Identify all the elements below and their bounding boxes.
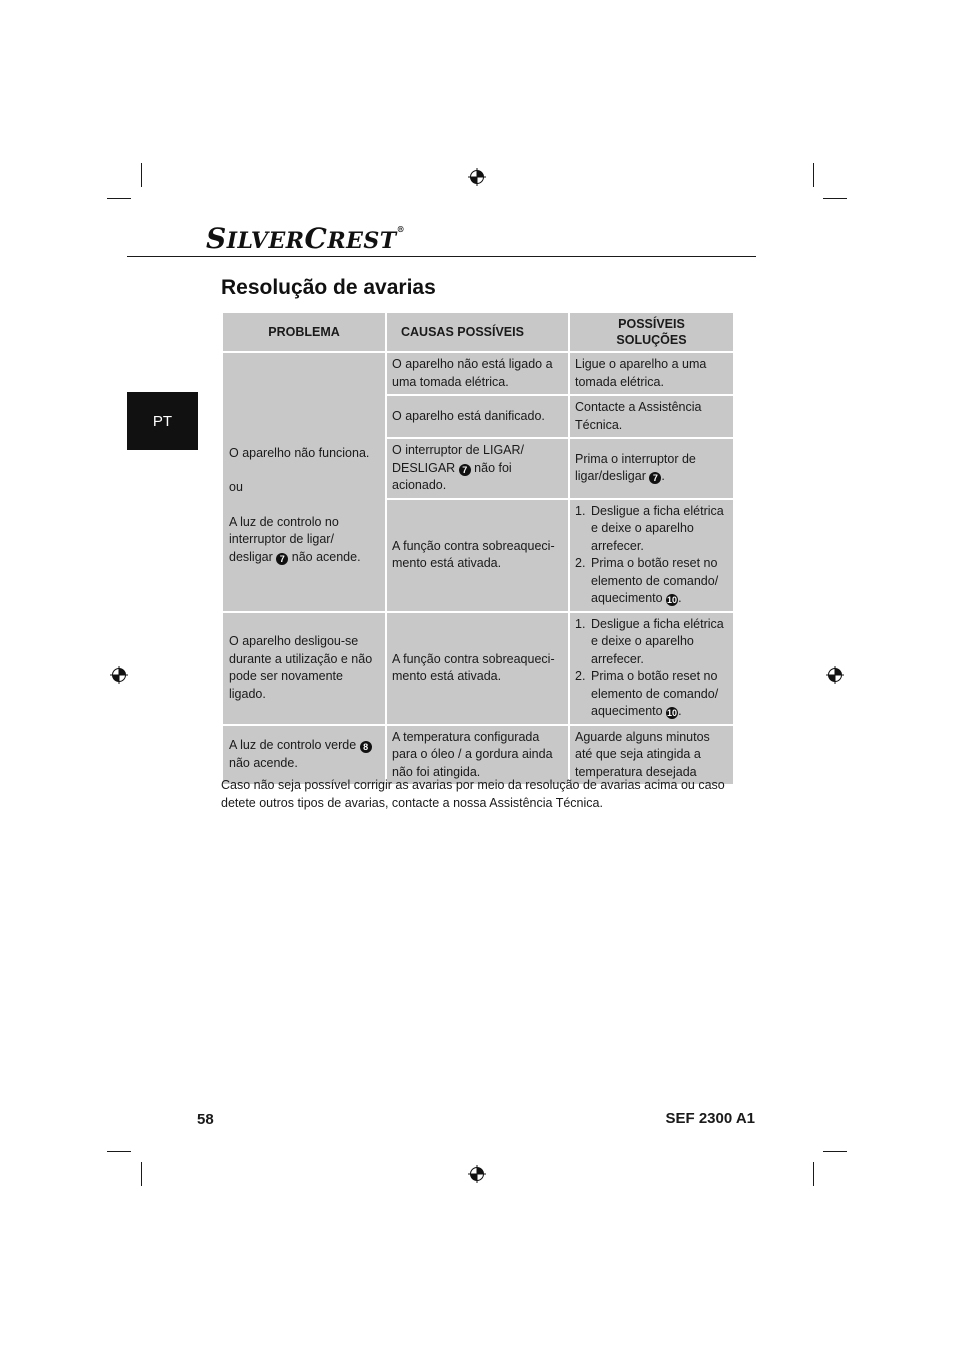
problem-text-part: não acende. <box>288 549 361 564</box>
problem-text-part: A luz de controlo verde <box>229 738 357 753</box>
table-row <box>222 612 734 725</box>
crop-mark <box>813 1162 814 1186</box>
problem-cell: O aparelho desligou-se durante a utilização e não pode ser novamente ligado. <box>222 612 386 725</box>
step-text: . <box>678 591 682 605</box>
cause-cell: A função contra sobreaqueci-mento está ativada. <box>386 612 569 725</box>
step-number: 2. <box>575 556 586 570</box>
solution-step <box>575 668 728 721</box>
logo-text: REST <box>327 228 397 254</box>
cause-cell: O aparelho está danificado. <box>386 395 569 438</box>
registration-mark-icon <box>826 666 844 684</box>
logo-initial: S <box>206 222 227 255</box>
circled-number-icon: 7 <box>459 464 471 476</box>
brand-logo <box>206 222 405 255</box>
solution-cell: Ligue o aparelho a uma tomada elétrica. <box>569 352 734 395</box>
circled-number-icon: 7 <box>276 553 288 565</box>
table-row <box>222 352 734 395</box>
solution-text-part: Prima o interruptor de ligar/desligar <box>575 451 696 484</box>
cause-text-part: O interruptor de LIGAR/ DESLIGAR <box>392 443 525 475</box>
crop-mark <box>823 198 847 199</box>
solution-cell: Aguarde alguns minutos até que seja atingida a temperatura desejada <box>569 725 734 786</box>
step-number: 1. <box>575 503 586 518</box>
cause-cell: A temperatura configurada para o óleo / a gordura ainda não foi atingida. <box>386 725 569 786</box>
cause-cell: O aparelho não está ligado a uma tomada elétrica. <box>386 352 569 395</box>
step-text: Desligue a ficha elétrica e deixe o aparelho arrefecer. <box>591 616 724 666</box>
problem-cell <box>222 725 386 786</box>
crop-mark <box>823 1151 847 1152</box>
crop-mark <box>141 163 142 187</box>
page-title: Resolução de avarias <box>221 276 436 299</box>
registration-mark-icon <box>468 1165 486 1183</box>
circled-number-icon: 7 <box>649 472 661 484</box>
table-row <box>222 725 734 786</box>
troubleshooting-table <box>221 311 735 786</box>
page-number: 58 <box>197 1111 214 1128</box>
crop-mark <box>107 198 131 199</box>
cause-text-part: não foi acionado. <box>392 460 512 492</box>
problem-text-part: A luz de controlo no interruptor de ligar/ desligar <box>229 514 339 564</box>
step-text: Desligue a ficha elétrica e deixe o aparelho arrefecer. <box>591 503 724 553</box>
problem-cell <box>222 352 386 612</box>
registration-mark-icon <box>468 168 486 186</box>
step-text: Prima o botão reset no elemento de comando/ aquecimento <box>591 556 719 605</box>
solution-step <box>575 616 728 669</box>
crop-mark <box>141 1162 142 1186</box>
solution-steps <box>575 503 728 608</box>
solution-step <box>575 555 728 608</box>
logo-text: ILVER <box>226 228 305 254</box>
solution-cell <box>569 438 734 499</box>
registration-mark-icon <box>110 666 128 684</box>
table-header-row <box>222 312 734 352</box>
language-tab: PT <box>127 392 198 450</box>
logo-initial: C <box>304 222 328 255</box>
solution-text-part: . <box>661 469 665 484</box>
circled-number-icon: 10 <box>667 708 678 718</box>
problem-text <box>229 514 380 567</box>
step-number: 2. <box>575 669 586 683</box>
problem-text-part: não acende. <box>229 755 298 770</box>
column-header-causes: CAUSAS POSSÍVEIS <box>386 312 569 352</box>
problem-text: ou <box>229 480 243 494</box>
crop-mark <box>813 163 814 187</box>
column-header-problem: PROBLEMA <box>222 312 386 352</box>
step-text: . <box>678 704 682 718</box>
step-text: Prima o botão reset no elemento de comando/ aquecimento <box>591 669 719 718</box>
footnote: Caso não seja possível corrigir as avarias por meio da resolução de avarias acima ou caso detete outros tipos de avarias, contacte a nossa Assistência Técnica. <box>221 778 725 810</box>
header-rule <box>127 256 756 257</box>
problem-text: O aparelho não funciona. <box>229 445 370 460</box>
circled-number-icon: 8 <box>360 741 372 753</box>
model-number: SEF 2300 A1 <box>665 1110 755 1127</box>
cause-cell <box>386 438 569 499</box>
solution-steps <box>575 616 728 721</box>
solution-cell <box>569 499 734 612</box>
crop-mark <box>107 1151 131 1152</box>
solution-cell <box>569 612 734 725</box>
circled-number-icon: 10 <box>667 595 678 605</box>
column-header-solutions: POSSÍVEIS SOLUÇÕES <box>569 312 734 352</box>
registered-mark: ® <box>396 224 406 234</box>
solution-step <box>575 503 728 556</box>
step-number: 1. <box>575 616 586 631</box>
solution-cell: Contacte a Assistência Técnica. <box>569 395 734 438</box>
cause-cell: A função contra sobreaqueci-mento está ativada. <box>386 499 569 612</box>
